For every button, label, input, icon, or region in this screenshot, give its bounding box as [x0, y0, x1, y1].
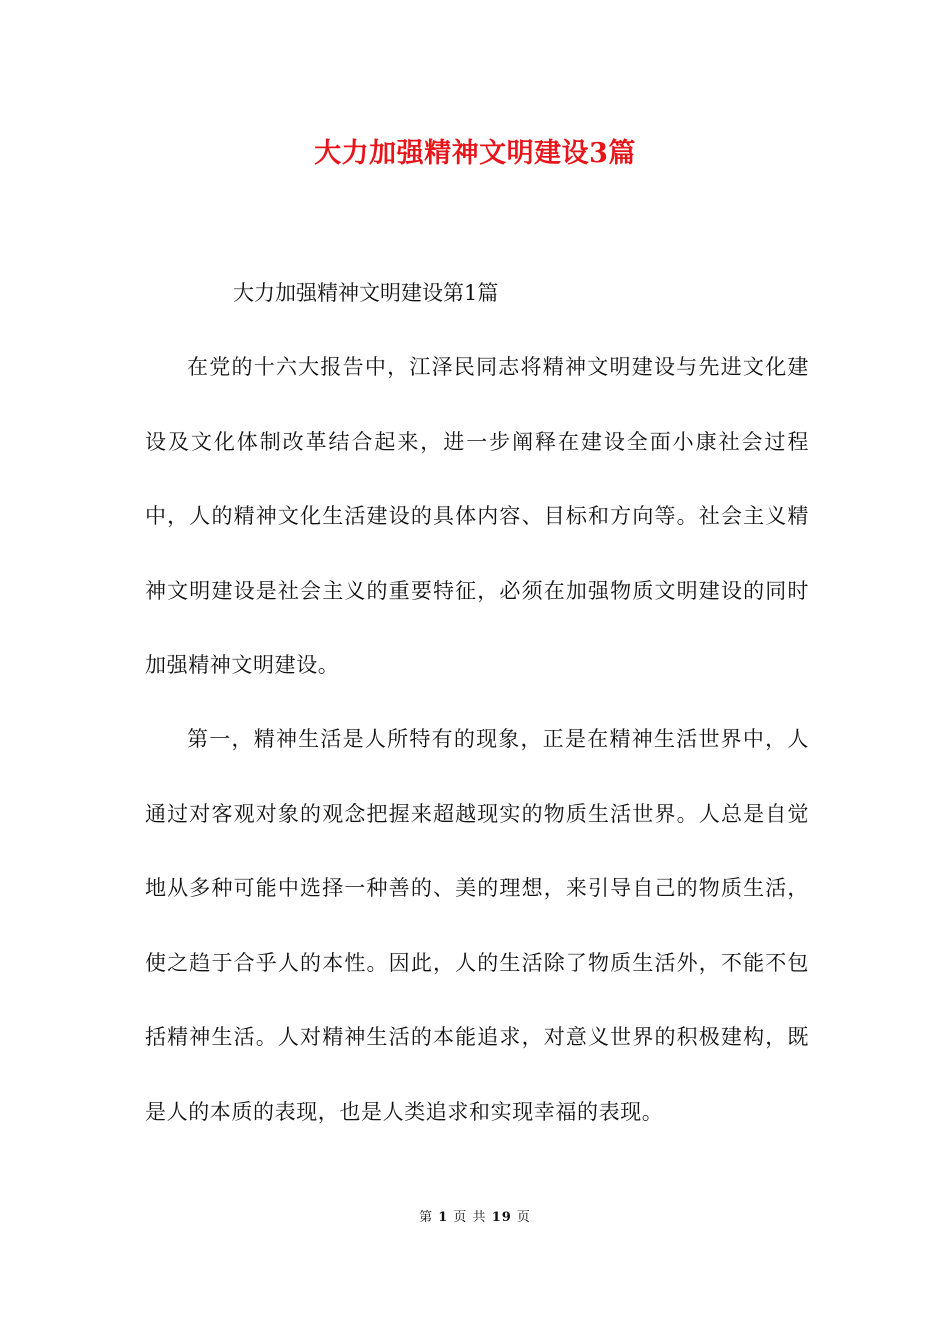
paragraph-2: 第一，精神生活是人所特有的现象，正是在精神生活世界中，人通过对客观对象的观念把握来超越现实的物质生活世界。人总是自觉地从多种可能中选择一种善的、美的理想，来引导自己的物质生活，使之趋于合乎人的本性。因此，人的生活除了物质生活外，不能不包括精神生活。人对精神生活的本能追求，对意义世界的积极建构，既是人的本质的表现，也是人类追求和实现幸福的表现。: [145, 727, 809, 1124]
page-footer: [0, 1208, 950, 1228]
total-pages-number: 19: [491, 1210, 512, 1225]
current-page-number: 1: [438, 1210, 449, 1225]
footer-prefix: 第: [419, 1210, 434, 1225]
document-title: 大力加强精神文明建设3篇: [314, 138, 636, 169]
footer-suffix: 页: [516, 1210, 531, 1225]
section-heading: 大力加强精神文明建设第1篇: [233, 281, 499, 305]
paragraph-1: 在党的十六大报告中，江泽民同志将精神文明建设与先进文化建设及文化体制改革结合起来，进一步阐释在建设全面小康社会过程中，人的精神文化生活建设的具体内容、目标和方向等。社会主义精神文明建设是社会主义的重要特征，必须在加强物质文明建设的同时加强精神文明建设。: [145, 355, 809, 677]
footer-middle: 页 共: [453, 1210, 487, 1225]
